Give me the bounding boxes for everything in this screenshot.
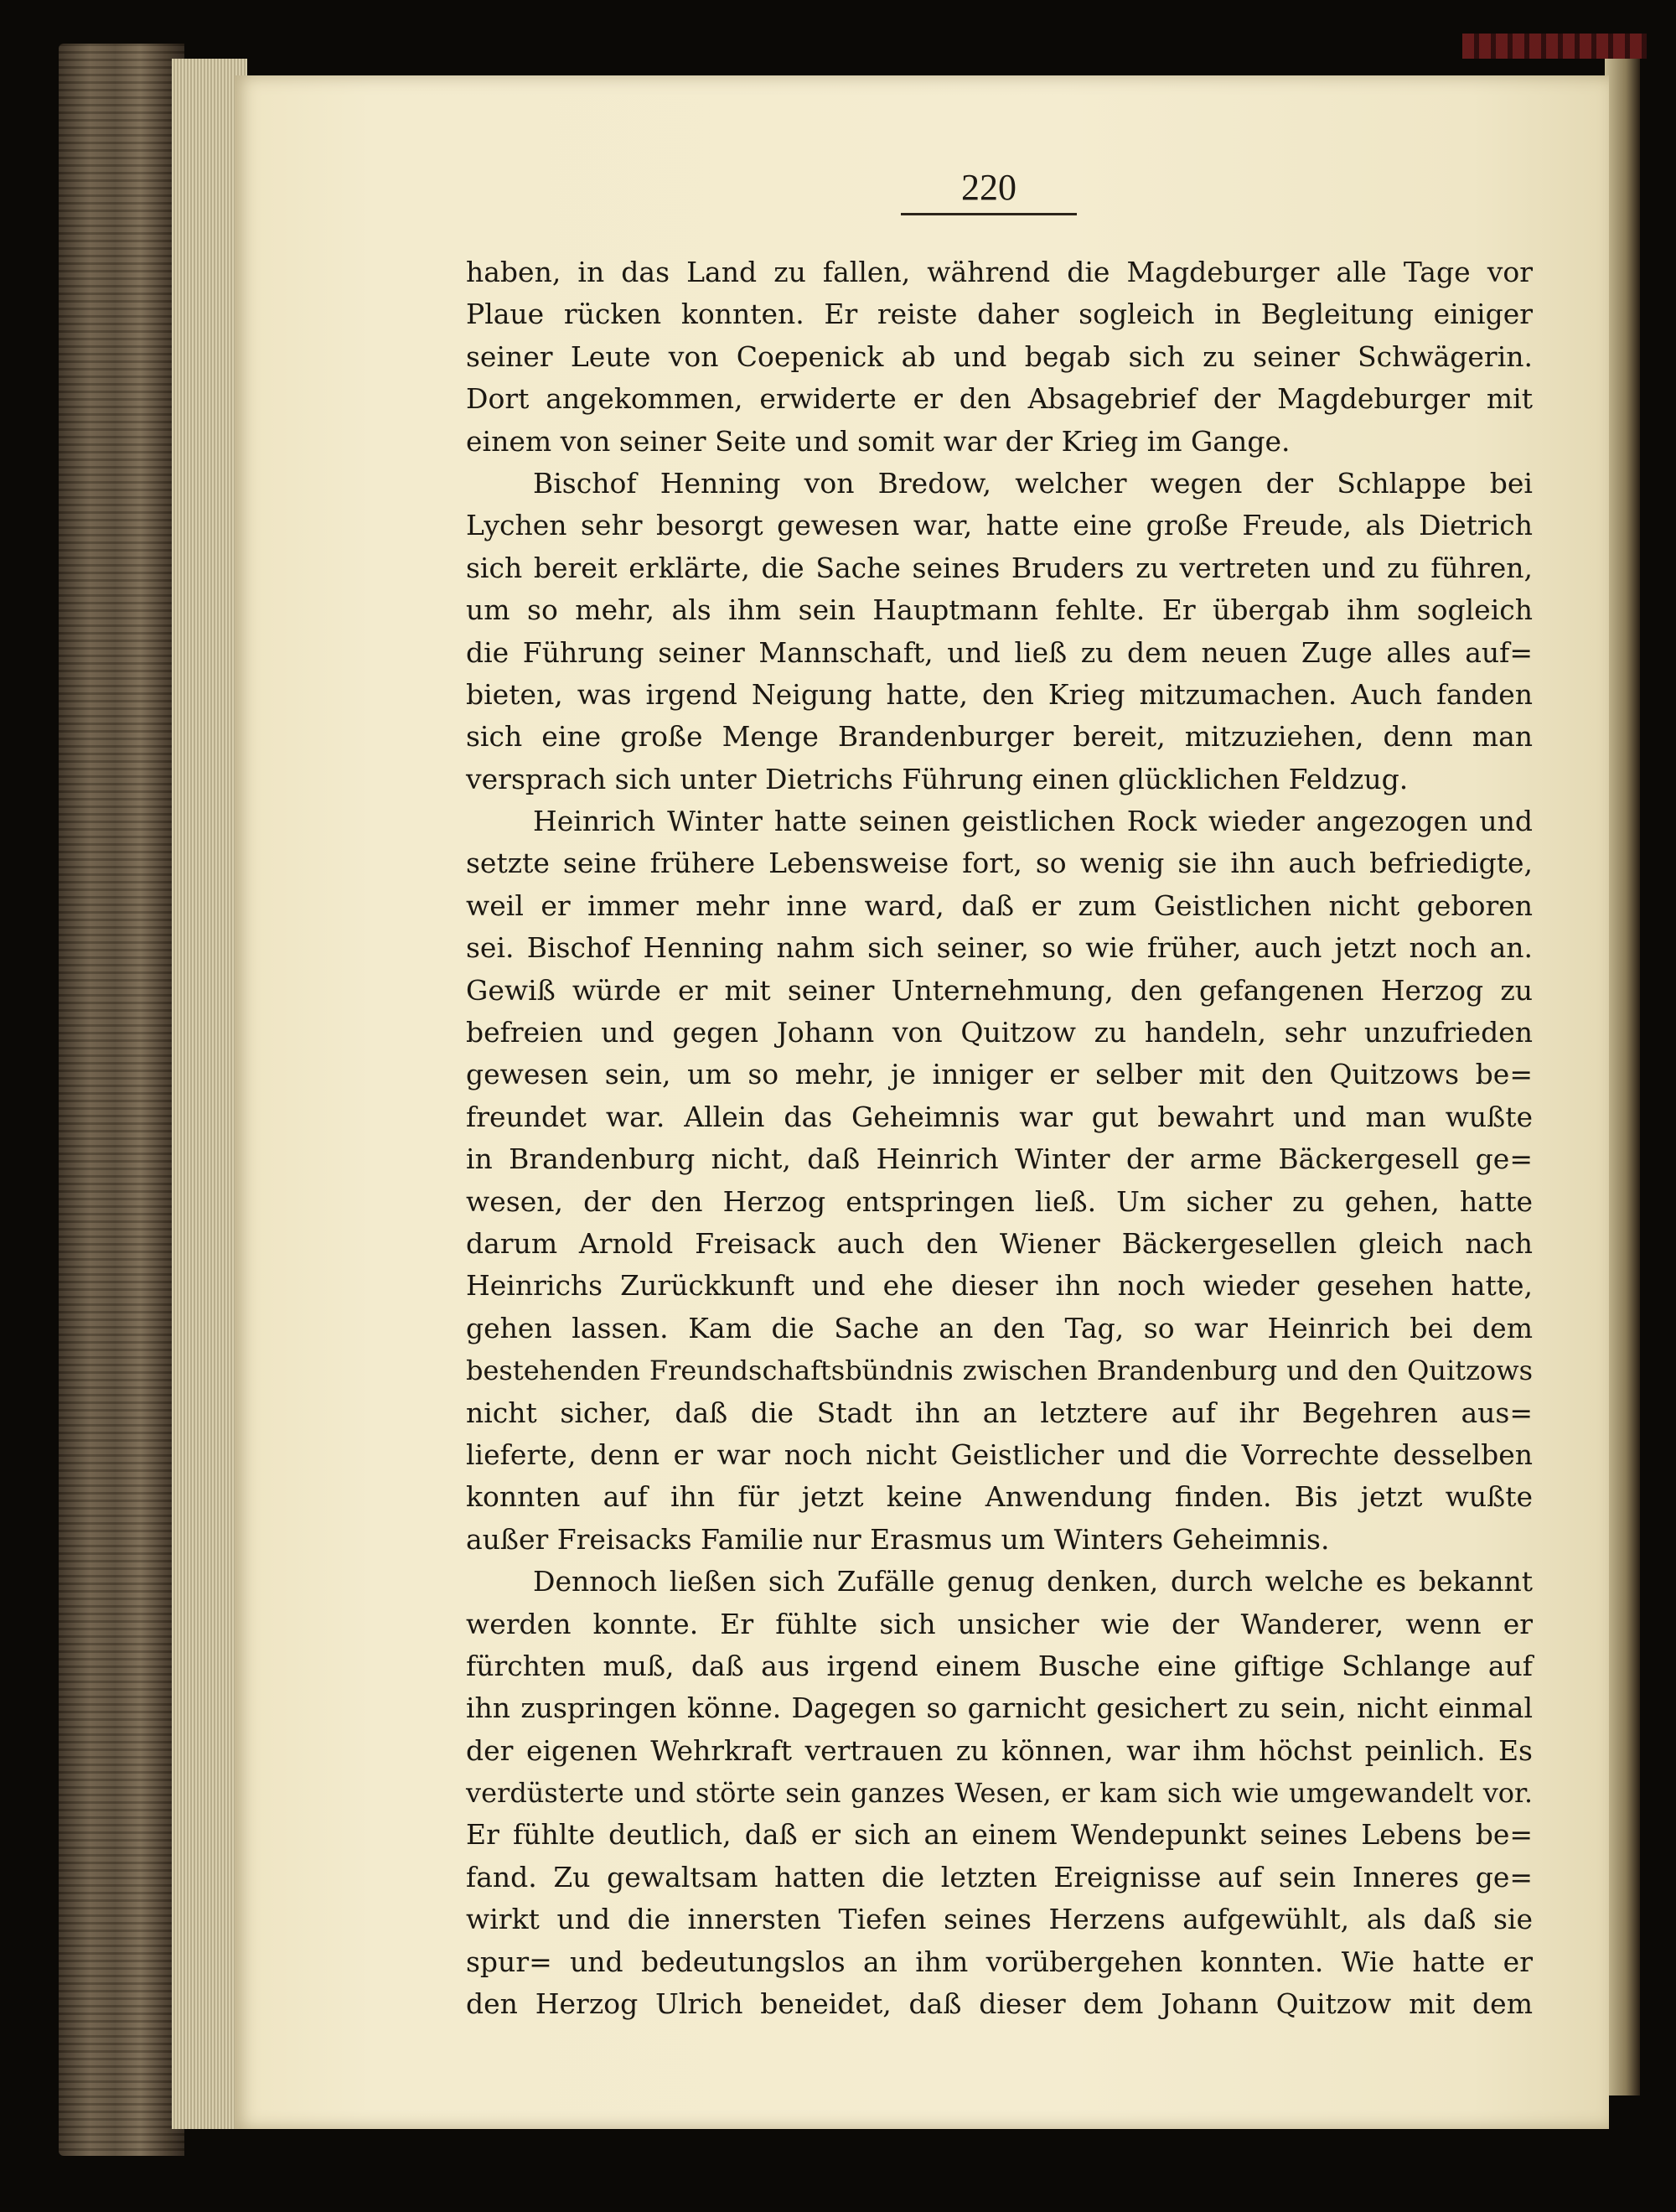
text-line: verdüsterte und störte sein ganzes Wesen, er kam sich wie umgewandelt vor. — [466, 1777, 1533, 1810]
text-line: spur= und bedeutungslos an ihm vorübergehen konnten. Wie hatte er — [466, 1945, 1533, 1978]
text-line: fürchten muß, daß aus irgend einem Busche eine giftige Schlange auf — [466, 1649, 1533, 1682]
text-line: bestehenden Freundschaftsbündnis zwischen Brandenburg und den Quitzows — [466, 1355, 1533, 1387]
right-page-edge — [1605, 59, 1640, 2095]
text-line: außer Freisacks Familie nur Erasmus um Winters Geheimnis. — [466, 1522, 1330, 1556]
text-line: Er fühlte deutlich, daß er sich an einem Wendepunkt seines Lebens be= — [466, 1818, 1533, 1852]
header-rule — [901, 213, 1077, 215]
text-line: Bischof Henning von Bredow, welcher wegen der Schlappe bei — [533, 466, 1533, 500]
text-line: den Herzog Ulrich beneidet, daß dieser dem Johann Quitzow mit dem — [466, 1987, 1533, 2021]
text-line: wesen, der den Herzog entspringen ließ. Um sicher zu gehen, hatte — [466, 1184, 1533, 1218]
cover-edge — [1462, 34, 1647, 59]
text-line: Heinrich Winter hatte seinen geistlichen Rock wieder angezogen und — [533, 805, 1533, 838]
text-line: Lychen sehr besorgt gewesen war, hatte eine große Freude, als Dietrich — [466, 509, 1533, 542]
page-number: 220 — [961, 167, 1016, 208]
text-line: gehen lassen. Kam die Sache an den Tag, so war Heinrich bei dem — [466, 1311, 1533, 1344]
text-line: in Brandenburg nicht, daß Heinrich Winter der arme Bäckergesell ge= — [466, 1142, 1533, 1176]
text-line: nicht sicher, daß die Stadt ihn an letztere auf ihr Begehren aus= — [466, 1396, 1533, 1429]
text-line: fand. Zu gewaltsam hatten die letzten Ereignisse auf sein Inneres ge= — [466, 1860, 1533, 1893]
text-line: einem von seiner Seite und somit war der Krieg im Gange. — [466, 424, 1291, 458]
text-line: lieferte, denn er war noch nicht Geistlicher und die Vorrechte desselben — [466, 1438, 1533, 1471]
text-line: um so mehr, als ihm sein Hauptmann fehlte. Er übergab ihm sogleich — [466, 593, 1533, 627]
text-line: ihn zuspringen könne. Dagegen so garnicht gesichert zu sein, nicht einmal — [466, 1691, 1533, 1725]
body-text — [466, 251, 1533, 2025]
text-line: Dort angekommen, erwiderte er den Absagebrief der Magdeburger mit — [466, 382, 1533, 416]
text-line: sei. Bischof Henning nahm sich seiner, so wie früher, auch jetzt noch an. — [466, 931, 1533, 965]
text-line: versprach sich unter Dietrichs Führung einen glücklichen Feldzug. — [466, 762, 1409, 795]
text-line: werden konnte. Er fühlte sich unsicher wie der Wanderer, wenn er — [466, 1607, 1533, 1640]
text-line: haben, in das Land zu fallen, während die Magdeburger alle Tage vor — [466, 256, 1533, 288]
text-line: der eigenen Wehrkraft vertrauen zu können, war ihm höchst peinlich. Es — [466, 1733, 1533, 1767]
text-line: darum Arnold Freisack auch den Wiener Bäckergesellen gleich nach — [466, 1226, 1533, 1260]
text-line: sich bereit erklärte, die Sache seines Bruders zu vertreten und zu führen, — [466, 551, 1533, 584]
book-spine — [59, 44, 184, 2156]
text-line: seiner Leute von Coepenick ab und begab sich zu seiner Schwägerin. — [466, 339, 1533, 373]
text-line: freundet war. Allein das Geheimnis war gut bewahrt und man wußte — [466, 1100, 1533, 1133]
text-line: Plaue rücken konnten. Er reiste daher sogleich in Begleitung einiger — [466, 298, 1533, 331]
text-line: setzte seine frühere Lebensweise fort, so wenig sie ihn auch befriedigte, — [466, 847, 1533, 880]
text-line: Dennoch ließen sich Zufälle genug denken, durch welche es bekannt — [533, 1565, 1533, 1598]
text-line: bieten, was irgend Neigung hatte, den Krieg mitzumachen. Auch fanden — [466, 677, 1533, 711]
text-line: gewesen sein, um so mehr, je inniger er selber mit den Quitzows be= — [466, 1058, 1533, 1091]
text-line: Heinrichs Zurückkunft und ehe dieser ihn noch wieder gesehen hatte, — [466, 1269, 1533, 1303]
text-line: konnten auf ihn für jetzt keine Anwendung finden. Bis jetzt wußte — [466, 1480, 1533, 1514]
text-line: wirkt und die innersten Tiefen seines Herzens aufgewühlt, als daß sie — [466, 1903, 1533, 1936]
text-line: sich eine große Menge Brandenburger bereit, mitzuziehen, denn man — [466, 720, 1533, 754]
text-line: weil er immer mehr inne ward, daß er zum Geistlichen nicht geboren — [466, 888, 1533, 922]
text-line: die Führung seiner Mannschaft, und ließ zu dem neuen Zuge alles auf= — [466, 635, 1533, 669]
text-line: Gewiß würde er mit seiner Unternehmung, den gefangenen Herzog zu — [466, 973, 1533, 1007]
text-line: befreien und gegen Johann von Quitzow zu handeln, sehr unzufrieden — [466, 1016, 1533, 1049]
